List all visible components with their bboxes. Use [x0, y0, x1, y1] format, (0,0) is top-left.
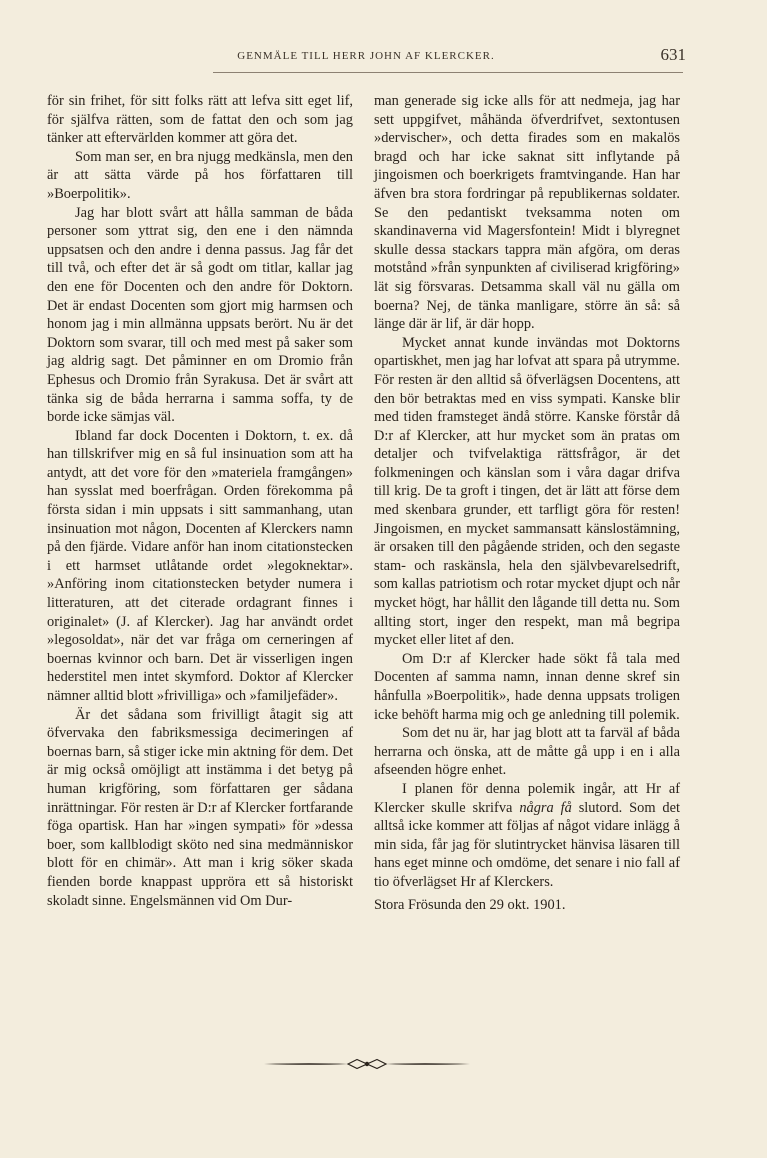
left-paragraph-1: för sin frihet, för sitt folks rätt att lefva sitt eget lif, för själfva rätten, som de fattat den och som jag tänker att eftervärlden kommer att göra det. — [47, 93, 353, 147]
running-title: GENMÄLE TILL HERR JOHN AF KLERCKER. — [237, 50, 495, 62]
left-column — [47, 92, 353, 910]
right-column — [374, 92, 680, 914]
left-paragraph-2: Som man ser, en bra njugg medkänsla, men den är att sätta värde på hos författaren till »Boerpolitik». — [47, 148, 353, 202]
page-number: 631 — [660, 45, 686, 64]
end-ornament — [262, 1057, 472, 1071]
right-paragraph-5-end: slutord. Som det alltså icke kommer att följas af något vidare inlägg å min sida, får jag för slutintrycket hänvisa läsaren till hans eget minne och omdöme, det senare i nio fall af tio öfverlägset Hr af Klerckers. — [374, 799, 680, 890]
right-paragraph-5 — [374, 780, 680, 892]
right-paragraph-5-emphasis: några få — [519, 799, 572, 816]
page-header — [46, 45, 686, 70]
signature-line: Stora Frösunda den 29 okt. 1901. — [374, 896, 566, 913]
right-paragraph-4: Som det nu är, har jag blott att ta farväl af båda herrarna och önska, att de måtte gå upp i en i alla afseenden högre enhet. — [374, 725, 680, 779]
right-paragraph-3: Om D:r af Klercker hade sökt få tala med Docenten af samma namn, innan denne skref sin hånfulla »Boerpolitik», hade denna uppsats troligen icke behöft harma mig och ge anledning till polemik. — [374, 650, 680, 723]
right-paragraph-2: Mycket annat kunde invändas mot Doktorns opartiskhet, men jag har lofvat att spara på utrymme. För resten är den alltid så öfverlägsen Docentens, att den bör betraktas med en viss sympati. Kanske blir med tiden framsteget ändå större. Kanske förstår då D:r af Klercker, att hur mycket som än pratas om detaljer och tvifvelaktiga rättsfrågor, är det folkmeningen och känslan som i våra dagar drifva till krig. De ta groft i tingen, det är lätt att förse dem med skenbara grunder, ett tarfligt göra för resten! Jingoismen, en mycket sammansatt känslostämning, är orsaken till den pågående striden, och den segaste stam- och raskänsla, hela den självbevarelsedrift, som kallas patriotism och rotar mycket djupt och når mycket högt, har hållit den lågande till detta nu. Som allting stort, inger den respekt, man må begripa mycket eller litet af den. — [374, 334, 680, 649]
right-paragraph-5-start: I planen för denna polemik ingår, att Hr af Klercker skulle skrifva — [374, 780, 680, 816]
right-paragraph-1: man generade sig icke alls för att nedmeja, jag har sett uppgifvet, måhända öfverdrifvet, sextontusen »dervischer», och detta firades som en makalös bragd och har icke saknat sitt inflytande på jingoismen och boerkrigets framtvingande. Han har äfven bra stora fordringar på republikernas soldater. Se den pedantiskt tveksamma noten om skandinaverna vid Magersfontein! Midt i blyregnet skulle dessa stackars tappra män afgöra, om deras motstånd »från synpunkten af civiliserad krigföring» lät sig försvaras. Detsamma skall väl nu gälla om boerna? Nej, de tänka manligare, större än så: så länge där är lif, är där hopp. — [374, 93, 680, 333]
left-paragraph-5: Är det sådana som frivilligt åtagit sig att öfvervaka den fabriksmessiga decimeringen af boernas barn, så stiger icke min aktning för dem. Det är mig också omöjligt att instämma i det betyg på human krigföring, som författaren ger sådana inrättningar. För resten är D:r af Klercker fortfarande föga opartisk. Han har »ingen sympati» för »dessa boer, som kallblodigt sköto ned sina medmänniskor blott för en chimär». Att man i krig söker skada fienden borde knappast uppröra ett så historiskt skoladt sinne. Engelsmännen vid Om Dur- — [47, 706, 353, 909]
left-paragraph-4: Ibland far dock Docenten i Doktorn, t. ex. då han tillskrifver mig en så ful insinuation som att ha antydt, att det vore för den »materiela framgången» han sysslat med boerfrågan. Orden förekomma på första sidan i min uppsats i sitt sammanhang, utan insinuation mot någon, Docenten af Klerckers namn på den fjärde. Vidare anför han inom citationstecken i ett harmset utlåtande ordet »legoknektar». »Anföring inom citationstecken betyder numera i litteraturen, att det citerade ordagrant finnes i originalet» (J. af Klercker). Jag har användt ordet »legosoldat», när det var fråga om cerneringen af boernas kvinnor och barn. Det är visserligen ingen hederstitel men intet skymford. Doktor af Klercker nämner alltid blott »frivilliga» och »familjefäder». — [47, 427, 353, 704]
header-rule — [213, 72, 683, 73]
left-paragraph-3: Jag har blott svårt att hålla samman de båda personer som yttrat sig, den ene i den nämnda uppsatsen och den andre i denna passus. Jag får det till två, och efter det är så godt om titlar, kallar jag den ene för Docenten och den andre för Doktorn. Det är endast Docenten som gjort mig harmsen och honom jag i min allmänna uppsats berört. Nu är det Doktorn som svarar, till och med mest på saker som jag aldrig sagt. Det påminner en om Dromio från Ephesus och Dromio från Syrakusa. Det är svårt att tänka sig de båda herrarna i samma soffa, ty de borde icke sämjas väl. — [47, 204, 353, 426]
